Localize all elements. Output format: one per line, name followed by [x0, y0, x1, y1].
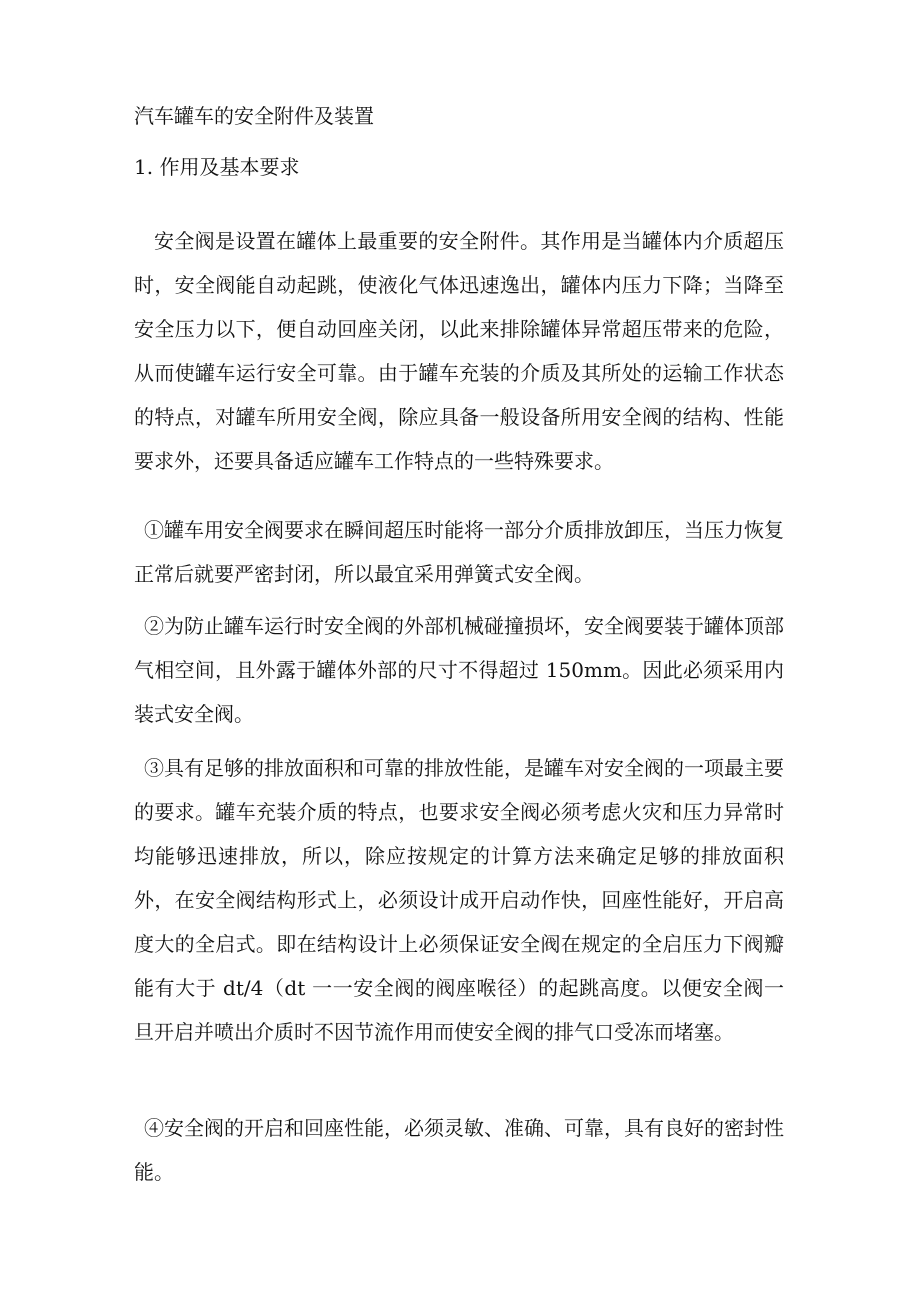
- intro-paragraph: 安全阀是设置在罐体上最重要的安全附件。其作用是当罐体内介质超压时，安全阀能自动起跳，使液化气体迅速逸出，罐体内压力下降；当降至安全压力以下，便自动回座关闭，以此来排除罐体异常超压带来的危险，从而使罐车运行安全可靠。由于罐车充装的介质及其所处的运输工作状态的特点，对罐车所用安全阀，除应具备一般设备所用安全阀的结构、性能要求外，还要具备适应罐车工作特点的一些特殊要求。: [134, 229, 784, 473]
- section-heading: 1. 作用及基本要求: [134, 155, 300, 179]
- requirement-item-1: ①罐车用安全阀要求在瞬间超压时能将一部分介质排放卸压，当压力恢复正常后就要严密封闭，所以最宜采用弹簧式安全阀。: [134, 518, 784, 586]
- requirement-item-2: ②为防止罐车运行时安全阀的外部机械碰撞损坏，安全阀要装于罐体顶部气相空间，且外露于罐体外部的尺寸不得超过 150mm。因此必须采用内装式安全阀。: [134, 614, 784, 726]
- document-title: 汽车罐车的安全附件及装置: [134, 104, 374, 128]
- requirement-item-3: ③具有足够的排放面积和可靠的排放性能，是罐车对安全阀的一项最主要的要求。罐车充装介质的特点，也要求安全阀必须考虑火灾和压力异常时均能够迅速排放，所以，除应按规定的计算方法来确定足够的排放面积外，在安全阀结构形式上，必须设计成开启动作快，回座性能好，开启高度大的全启式。即在结构设计上必须保证安全阀在规定的全启压力下阀瓣能有大于 dt/4（dt 一一安全阀的阀座喉径）的起跳高度。以便安全阀一旦开启并喷出介质时不因节流作用而使安全阀的排气口受冻而堵塞。: [134, 756, 784, 1044]
- requirement-item-4: ④安全阀的开启和回座性能，必须灵敏、准确、可靠，具有良好的密封性能。: [134, 1116, 784, 1184]
